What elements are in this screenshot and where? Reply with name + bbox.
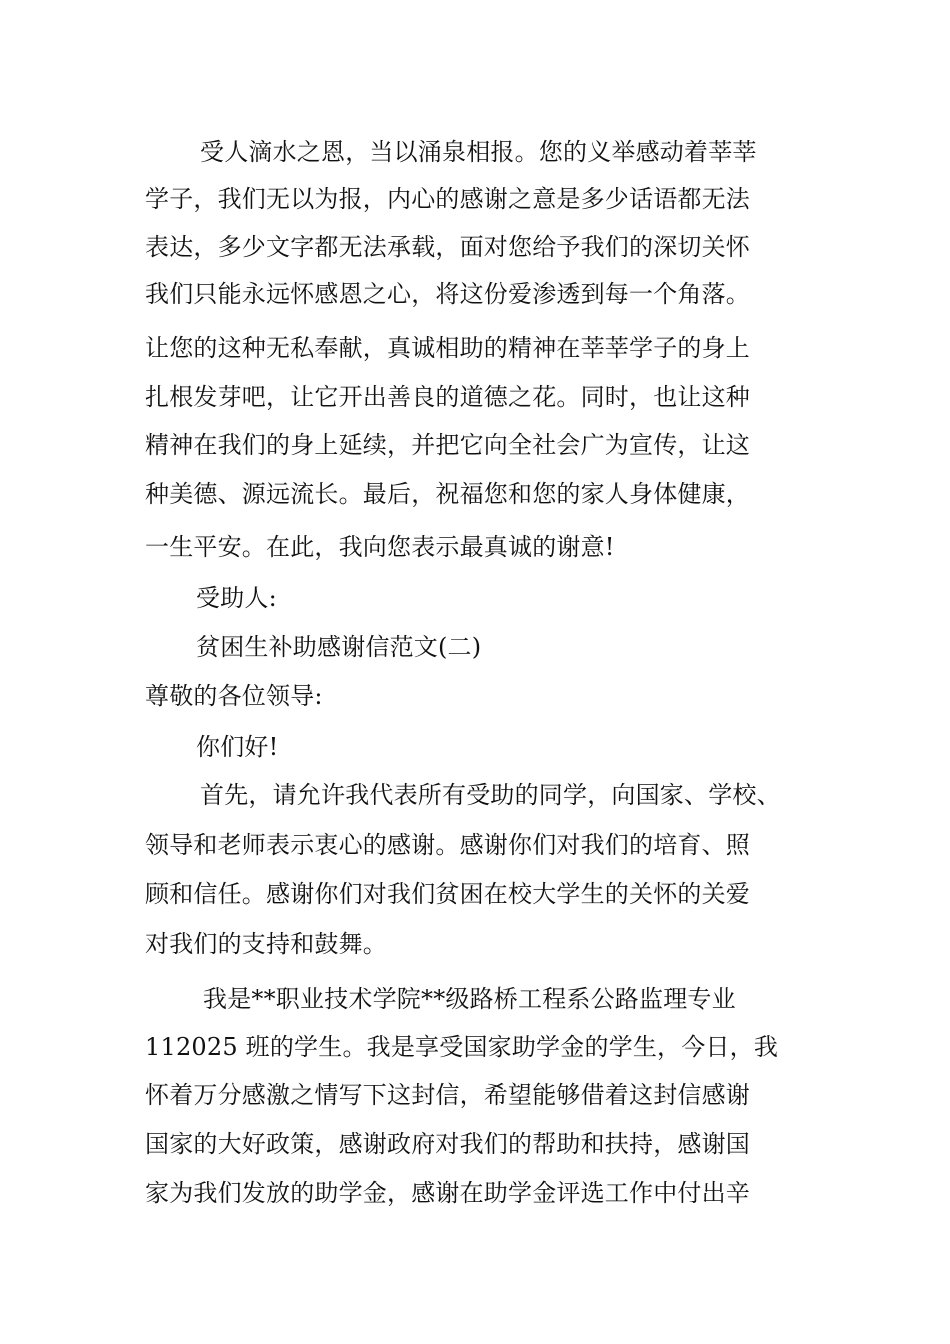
text-line: 让您的这种无私奉献，真诚相助的精神在莘莘学子的身上 — [145, 334, 750, 362]
text-line: 一生平安。在此，我向您表示最真诚的谢意! — [145, 533, 615, 561]
text-line: 受人滴水之恩，当以涌泉相报。您的义举感动着莘莘 — [200, 138, 757, 166]
signature-label: 受助人: — [196, 584, 277, 612]
section-title: 贫困生补助感谢信范文(二) — [196, 633, 482, 661]
text-line: 扎根发芽吧，让它开出善良的道德之花。同时，也让这种 — [145, 383, 750, 411]
text-line: 对我们的支持和鼓舞。 — [145, 930, 387, 958]
salutation: 尊敬的各位领导: — [145, 682, 323, 710]
text-line: 精神在我们的身上延续，并把它向全社会广为宣传，让这 — [145, 431, 750, 459]
text-line: 学子，我们无以为报，内心的感谢之意是多少话语都无法 — [145, 185, 750, 213]
text-line: 怀着万分感激之情写下这封信，希望能够借着这封信感谢 — [145, 1081, 750, 1109]
text-line: 我是**职业技术学院**级路桥工程系公路监理专业 — [203, 985, 736, 1013]
greeting: 你们好! — [196, 733, 279, 761]
text-line: 国家的大好政策，感谢政府对我们的帮助和扶持，感谢国 — [145, 1130, 750, 1158]
text-line: 112025 班的学生。我是享受国家助学金的学生，今日，我 — [145, 1033, 779, 1061]
text-line: 家为我们发放的助学金，感谢在助学金评选工作中付出辛 — [145, 1179, 750, 1207]
text-line: 顾和信任。感谢你们对我们贫困在校大学生的关怀的关爱 — [145, 880, 750, 908]
text-line: 表达，多少文字都无法承载，面对您给予我们的深切关怀 — [145, 233, 750, 261]
text-line: 种美德、源远流长。最后，祝福您和您的家人身体健康， — [145, 480, 750, 508]
text-line: 我们只能永远怀感恩之心，将这份爱渗透到每一个角落。 — [145, 280, 750, 308]
text-line: 领导和老师表示衷心的感谢。感谢你们对我们的培育、照 — [145, 831, 750, 859]
text-line: 首先，请允许我代表所有受助的同学，向国家、学校、 — [200, 781, 781, 809]
